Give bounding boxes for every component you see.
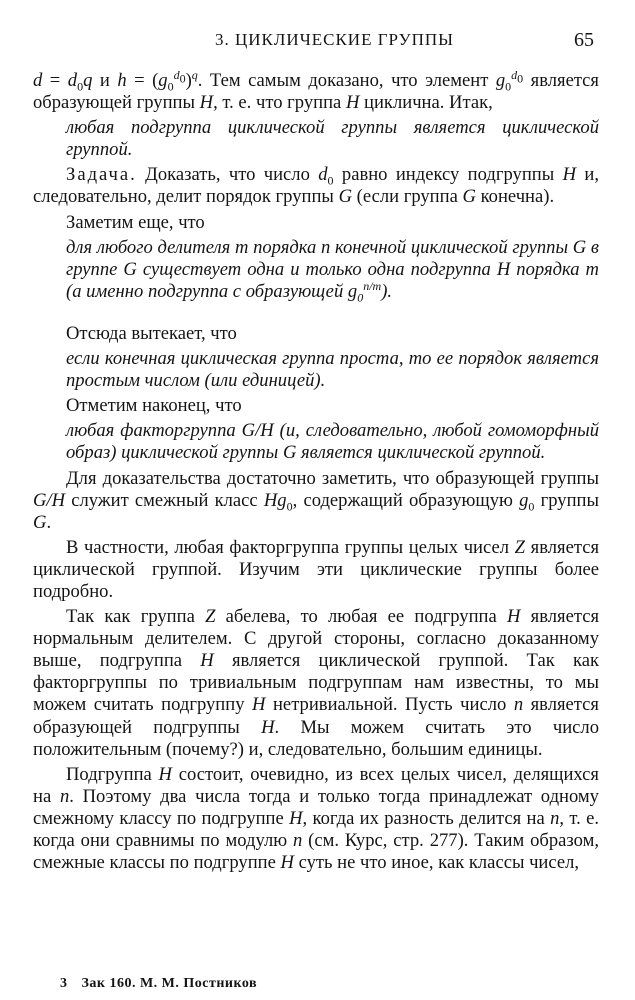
theorem-factor-group: любая факторгруппа G/H (и, следовательно, любой гомоморфный образ) циклической группы G является циклической группой. [66,420,599,464]
paragraph-task: Задача. Доказать, что число $d_0$ равно индексу подгруппы H и, следовательно, делит порядок группы G (если группа G конечна). [33,164,599,208]
theorem-unique-subgroup: для любого делителя m порядка n конечной циклической группы G в группе G существует одна и только одна подгруппа H порядка m (а именно подгруппа с образующей $g_0^{n/m}$). [66,236,599,305]
paragraph-proof: Для доказательства достаточно заметить, что образующей группы G/H служит смежный класс $Hg_0$, содержащий образующую $g_0$ группы G. [33,467,599,533]
paragraph-note-1: Заметим еще, что [66,211,205,233]
paragraph-integers: В частности, любая факторгруппа группы целых чисел Z является циклической группой. Изучим эти циклические группы более подробно. [33,536,600,602]
imprint-line: Зак 160. М. М. Постников [81,976,258,991]
running-head: 3. ЦИКЛИЧЕСКИЕ ГРУППЫ [215,30,454,49]
page-number: 65 [574,29,594,51]
paragraph-cosets: Подгруппа H состоит, очевидно, из всех целых чисел, делящихся на n. Поэтому два числа тогда и только тогда принадлежат одному смежному классу по подгруппе H, когда их разность делится на n, т. е. когда они сравнимы по модулю n (см. Курс, стр. 277). Таким образом, смежные классы по подгруппе H суть не что иное, как классы чисел, [33,763,599,874]
paragraph-note-2: Отметим наконец, что [66,395,242,417]
print-footer [60,976,257,992]
paragraph-generator-conclusion: $d = d_0q$ и $h = (g_0^{d_0})^q$. Тем самым доказано, что элемент $g_0^{d_0}$ является образующей группы H, т. е. что группа H циклична. Итак, [33,67,599,114]
paragraph-consequence: Отсюда вытекает, что [66,322,237,344]
signature-mark: 3 [60,976,68,991]
body-text [33,67,600,877]
theorem-subgroup-cyclic: любая подгруппа циклической группы является циклической группой. [66,117,599,161]
theorem-simple-cyclic: если конечная циклическая группа проста, то ее порядок является простым числом (или единицей). [66,348,599,392]
paragraph-abelian: Так как группа Z абелева, то любая ее подгруппа H является нормальным делителем. С другой стороны, согласно доказанному выше, подгруппа H является циклической группой. Так как факторгруппы по тривиальным подгруппам нам известны, то мы можем считать подгруппу H нетривиальной. Пусть число n является образующей подгруппы H. Мы можем считать это число положительным (почему?) и, следовательно, большим единицы. [33,606,600,760]
